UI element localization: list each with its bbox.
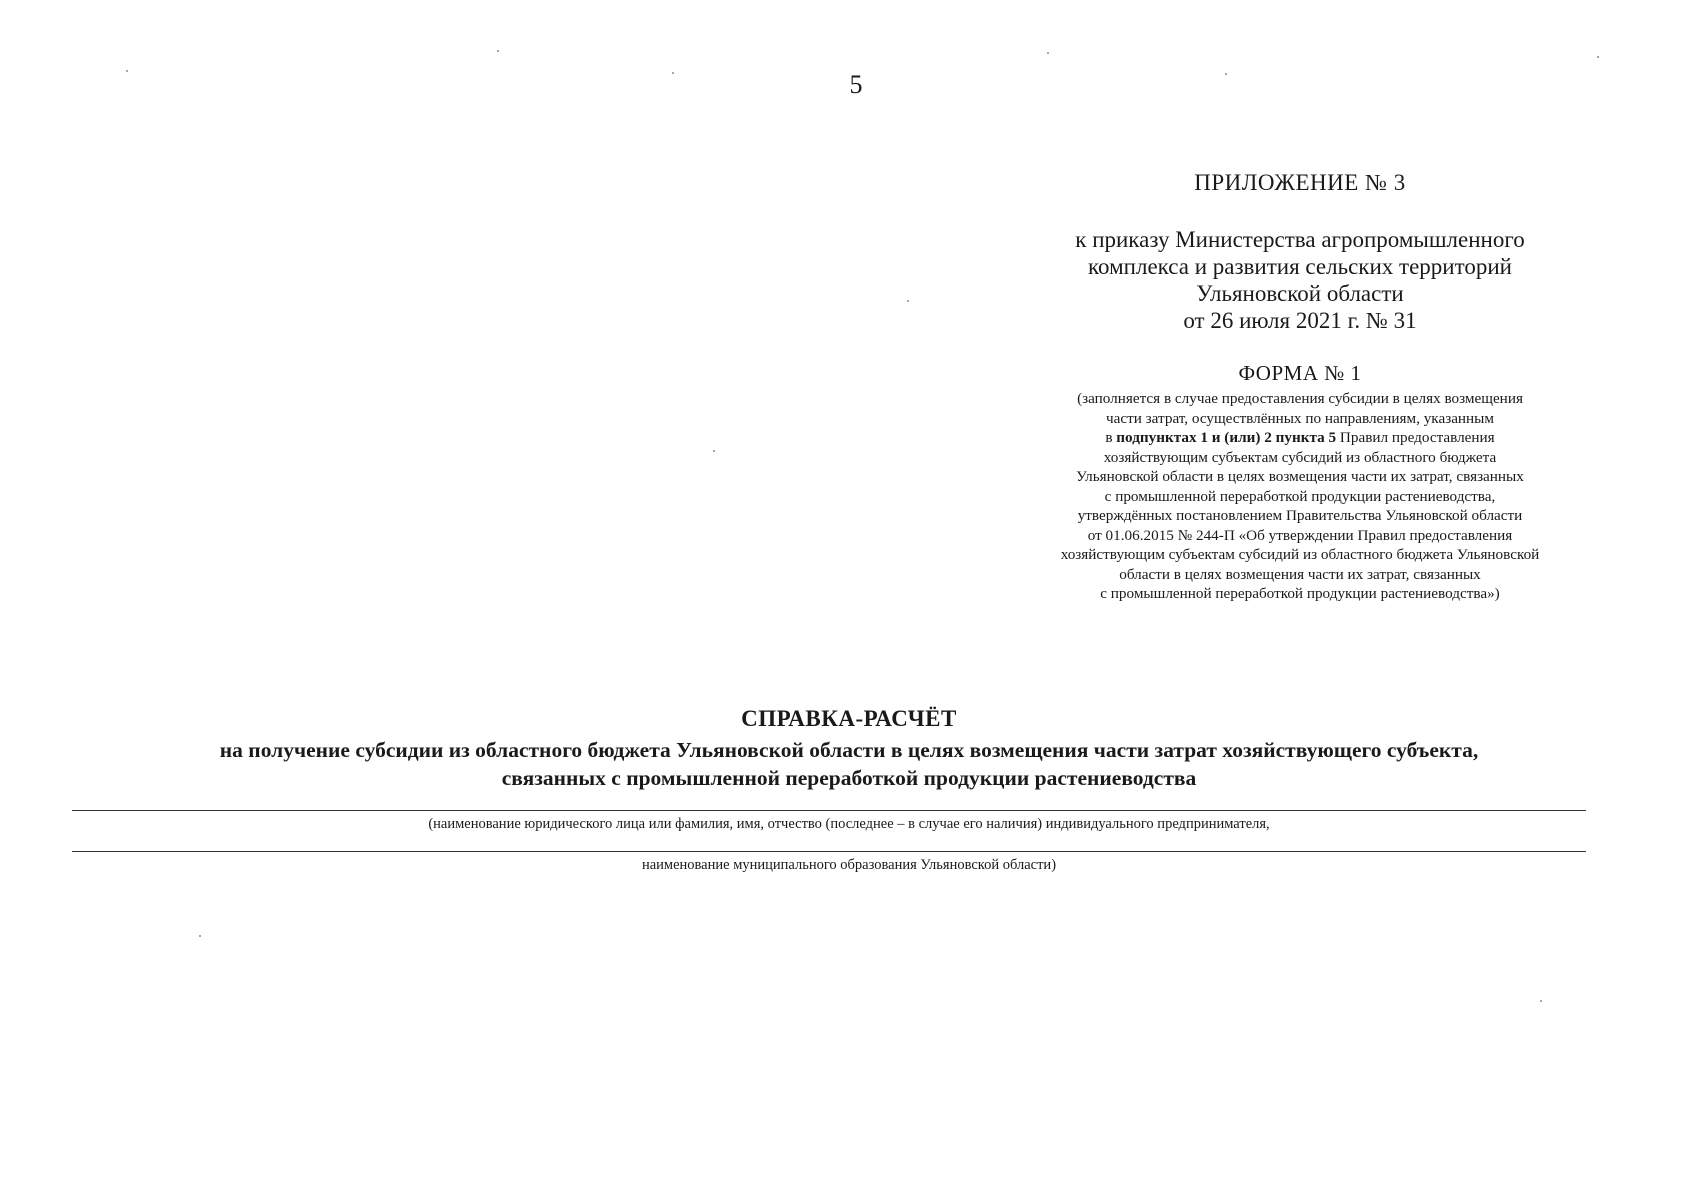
form-note-line: хозяйствующим субъектам субсидий из областного бюджета (1103, 448, 1497, 466)
order-reference-line: от 26 июля 2021 г. № 31 (1183, 308, 1417, 333)
form-note-line: с промышленной переработкой продукции растениеводства») (1100, 585, 1500, 602)
scan-speck (1047, 52, 1049, 54)
scan-speck (497, 50, 499, 52)
scan-speck (907, 300, 909, 302)
form-note (990, 389, 1610, 604)
document-heading: СПРАВКА-РАСЧЁТ (741, 706, 957, 731)
form-note-line: Ульяновской области в целях возмещения части их затрат, связанных (1076, 468, 1524, 485)
order-reference-line: к приказу Министерства агропромышленного (1075, 227, 1525, 252)
entity-name-caption: (наименование юридического лица или фамилия, имя, отчество (последнее – в случае его наличия) индивидуального предпринимателя, (428, 816, 1270, 832)
form-note-line: области в целях возмещения части их затрат, связанных (1119, 565, 1481, 583)
scan-speck (1597, 56, 1599, 58)
scan-speck (672, 72, 674, 74)
scan-speck (126, 70, 128, 72)
scan-speck (713, 450, 715, 452)
order-reference (1000, 226, 1600, 334)
form-note-line: части затрат, осуществлённых по направлениям, указанным (1106, 409, 1494, 427)
document-subheading-line: связанных с промышленной переработкой продукции растениеводства (501, 766, 1197, 790)
municipality-caption: наименование муниципального образования Ульяновской области) (641, 857, 1057, 873)
appendix-title: ПРИЛОЖЕНИЕ № 3 (1194, 170, 1406, 195)
form-note-text: в (1105, 429, 1117, 446)
form-note-line: с промышленной переработкой продукции растениеводства, (1104, 487, 1496, 505)
form-note-text: Правил предоставления (1336, 429, 1495, 446)
form-note-line: хозяйствующим субъектам субсидий из областного бюджета Ульяновской (1060, 546, 1540, 563)
page-number: 5 (849, 70, 863, 99)
document-subheading (0, 736, 1698, 792)
scan-speck (1540, 1000, 1542, 1002)
form-note-emphasis: подпунктах 1 и (или) 2 пункта 5 (1116, 429, 1337, 446)
order-reference-line: комплекса и развития сельских территорий (1088, 254, 1512, 279)
entity-name-fill-line (72, 810, 1586, 811)
scan-speck (1225, 73, 1227, 75)
scan-speck (199, 935, 201, 937)
form-note-line (990, 428, 1610, 448)
order-reference-line: Ульяновской области (1196, 281, 1404, 306)
document-subheading-line: на получение субсидии из областного бюджета Ульяновской области в целях возмещения части затрат хозяйствующего субъекта, (219, 738, 1479, 762)
form-note-line: от 01.06.2015 № 244-П «Об утверждении Правил предоставления (1087, 526, 1513, 544)
form-note-line: утверждённых постановлением Правительства Ульяновской области (1077, 507, 1523, 524)
form-title: ФОРМА № 1 (1238, 361, 1362, 385)
municipality-fill-line (72, 851, 1586, 852)
form-note-line: (заполняется в случае предоставления субсидии в целях возмещения (1077, 390, 1523, 407)
